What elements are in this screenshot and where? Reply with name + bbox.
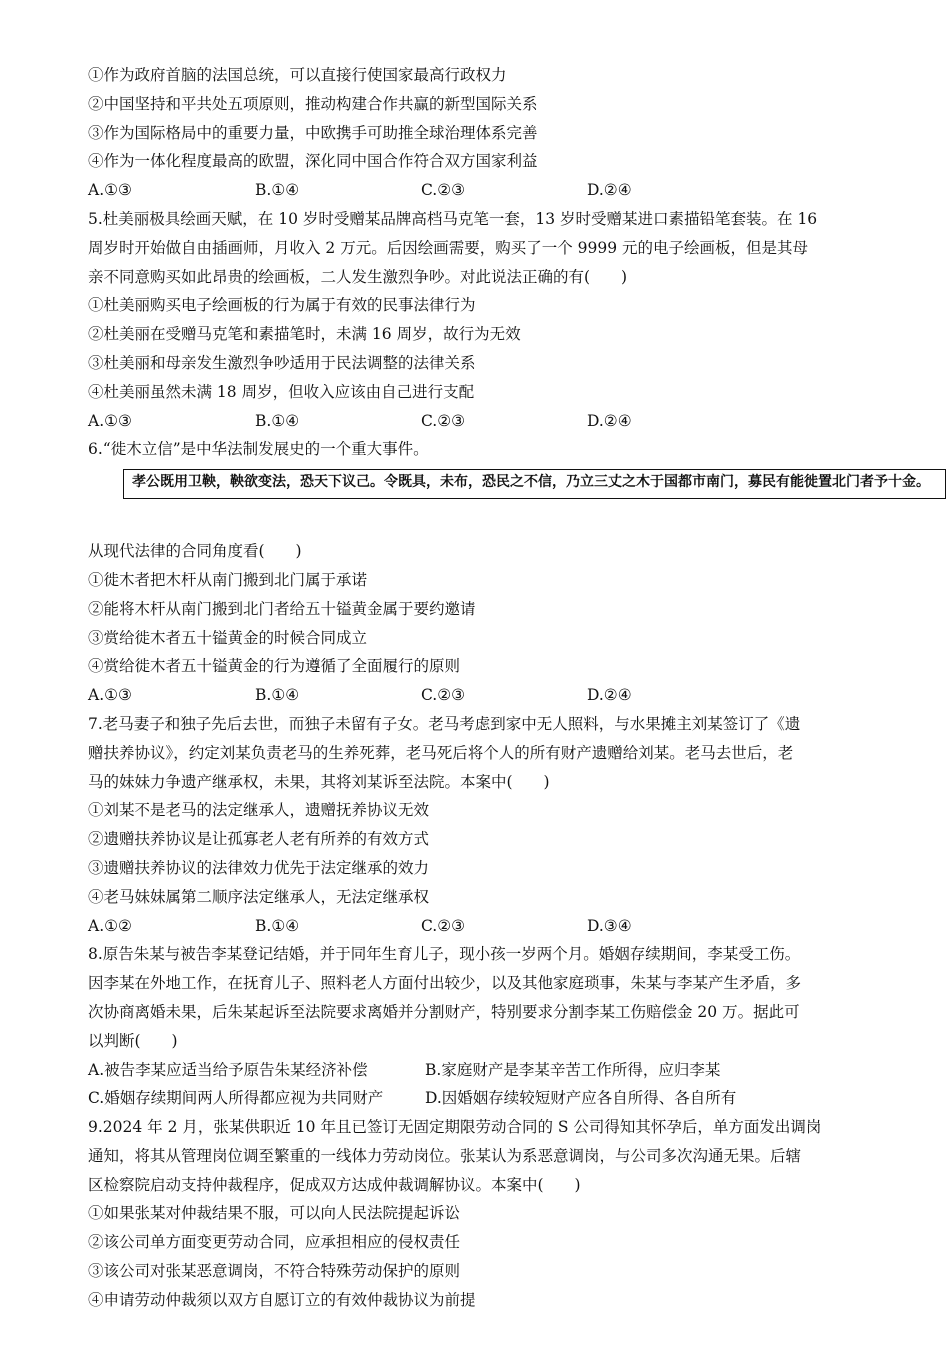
- quote-box: 孝公既用卫鞅，鞅欲变法，恐天下议己。令既具，未布，恐民之不信，乃立三丈之木于国都市南门，募民有能徙置北门者予十金。: [123, 469, 946, 499]
- question-stem: 区检察院启动支持仲裁程序，促成双方达成仲裁调解协议。本案中( ): [88, 1175, 581, 1194]
- option-d: D.③④: [587, 916, 632, 935]
- question-9: [88, 1113, 868, 1315]
- question-stem: 以判断( ): [88, 1031, 178, 1050]
- option-c: C.②③: [421, 686, 466, 705]
- statement: ③作为国际格局中的重要力量，中欧携手可助推全球治理体系完善: [88, 123, 538, 142]
- option-d: D.②④: [587, 181, 632, 200]
- question-stem: 周岁时开始做自由插画师，月收入 2 万元。后因绘画需要，购买了一个 9999 元的电子绘画板，但是其母: [88, 238, 809, 257]
- option-b: B.①④: [255, 181, 300, 200]
- statement: ②杜美丽在受赠马克笔和素描笔时，未满 16 周岁，故行为无效: [88, 325, 521, 344]
- statement: ②该公司单方面变更劳动合同，应承担相应的侵权责任: [88, 1233, 461, 1252]
- option-a: A.被告李某应适当给予原告朱某经济补偿: [88, 1060, 368, 1079]
- statement: ③赏给徙木者五十镒黄金的时候合同成立: [88, 628, 368, 647]
- option-b: B.①④: [255, 916, 300, 935]
- question-7: [88, 710, 868, 940]
- question-8: [88, 940, 868, 1113]
- statement: ①徙木者把木杆从南门搬到北门属于承诺: [88, 570, 368, 589]
- statement: ①如果张某对仲裁结果不服，可以向人民法院提起诉讼: [88, 1204, 461, 1223]
- option-d: D.②④: [587, 686, 632, 705]
- answer-options: [88, 407, 868, 436]
- option-a: A.①③: [88, 181, 132, 200]
- statement: ①刘某不是老马的法定继承人，遗赠抚养协议无效: [88, 801, 430, 820]
- option-d: D.因婚姻存续较短财产应各自所得、各自所有: [425, 1089, 737, 1108]
- question-4-items: [88, 61, 868, 205]
- question-6: [88, 435, 930, 710]
- option-b: B.家庭财产是李某辛苦工作所得，应归李某: [425, 1060, 721, 1079]
- question-stem: 8.原告朱某与被告李某登记结婚，并于同年生育儿子，现小孩一岁两个月。婚姻存续期间，李某受工伤。: [88, 945, 801, 964]
- option-c: C.②③: [421, 916, 466, 935]
- question-stem: 9.2024 年 2 月，张某供职近 10 年且已签订无固定期限劳动合同的 S 公司得知其怀孕后，单方面发出调岗: [88, 1118, 822, 1137]
- question-stem: 马的妹妹力争遗产继承权，未果，其将刘某诉至法院。本案中( ): [88, 772, 550, 791]
- question-stem: 因李某在外地工作，在抚育儿子、照料老人方面付出较少，以及其他家庭琐事，朱某与李某产生矛盾，多: [88, 974, 802, 993]
- option-d: D.②④: [587, 411, 632, 430]
- option-c: C.②③: [421, 181, 466, 200]
- statement: ④老马妹妹属第二顺序法定继承人，无法定继承权: [88, 887, 430, 906]
- option-a: A.①③: [88, 411, 132, 430]
- statement: ③该公司对张某恶意调岗，不符合特殊劳动保护的原则: [88, 1262, 461, 1281]
- answer-options: [88, 1084, 868, 1113]
- question-prompt: 从现代法律的合同角度看( ): [88, 542, 302, 561]
- question-5: [88, 205, 868, 435]
- option-b: B.①④: [255, 411, 300, 430]
- question-stem: 6.“徙木立信”是中华法制发展史的一个重大事件。: [88, 440, 429, 459]
- question-stem: 通知，将其从管理岗位调至繁重的一线体力劳动岗位。张某认为系恶意调岗，与公司多次沟通无果。后辖: [88, 1146, 802, 1165]
- option-a: A.①②: [88, 916, 132, 935]
- answer-options: [88, 912, 868, 941]
- statement: ①杜美丽购买电子绘画板的行为属于有效的民事法律行为: [88, 296, 476, 315]
- statement: ④杜美丽虽然未满 18 周岁，但收入应该由自己进行支配: [88, 382, 475, 401]
- question-stem: 7.老马妻子和独子先后去世，而独子未留有子女。老马考虑到家中无人照料，与水果摊主刘某签订了《遗: [88, 714, 801, 733]
- statement: ④申请劳动仲裁须以双方自愿订立的有效仲裁协议为前提: [88, 1290, 476, 1309]
- statement: ①作为政府首脑的法国总统，可以直接行使国家最高行政权力: [88, 66, 507, 84]
- option-c: C.婚姻存续期间两人所得都应视为共同财产: [88, 1089, 384, 1108]
- statement: ③杜美丽和母亲发生激烈争吵适用于民法调整的法律关系: [88, 353, 476, 372]
- answer-options: [88, 1056, 868, 1085]
- exam-page: [88, 61, 930, 1315]
- answer-options: [88, 176, 868, 205]
- statement: ③遗赠扶养协议的法律效力优先于法定继承的效力: [88, 858, 430, 877]
- statement: ②遗赠扶养协议是让孤寡老人老有所养的有效方式: [88, 830, 430, 849]
- option-b: B.①④: [255, 686, 300, 705]
- question-stem: 亲不同意购买如此昂贵的绘画板，二人发生激烈争吵。对此说法正确的有( ): [88, 267, 628, 286]
- option-c: C.②③: [421, 411, 466, 430]
- answer-options: [88, 681, 868, 710]
- option-a: A.①③: [88, 686, 132, 705]
- question-stem: 5.杜美丽极具绘画天赋，在 10 岁时受赠某品牌高档马克笔一套，13 岁时受赠某进口素描铅笔套装。在 16: [88, 209, 818, 228]
- question-stem: 次协商离婚未果，后朱某起诉至法院要求离婚并分割财产，特别要求分割李某工伤赔偿金 20 万。据此可: [88, 1002, 800, 1021]
- question-stem: 赠扶养协议》，约定刘某负责老马的生养死葬，老马死后将个人的所有财产遗赠给刘某。老马去世后，老: [88, 743, 794, 762]
- statement: ②能将木杆从南门搬到北门者给五十镒黄金属于要约邀请: [88, 599, 476, 618]
- statement: ②中国坚持和平共处五项原则，推动构建合作共赢的新型国际关系: [88, 94, 538, 113]
- statement: ④赏给徙木者五十镒黄金的行为遵循了全面履行的原则: [88, 657, 461, 676]
- statement: ④作为一体化程度最高的欧盟，深化同中国合作符合双方国家利益: [88, 152, 538, 171]
